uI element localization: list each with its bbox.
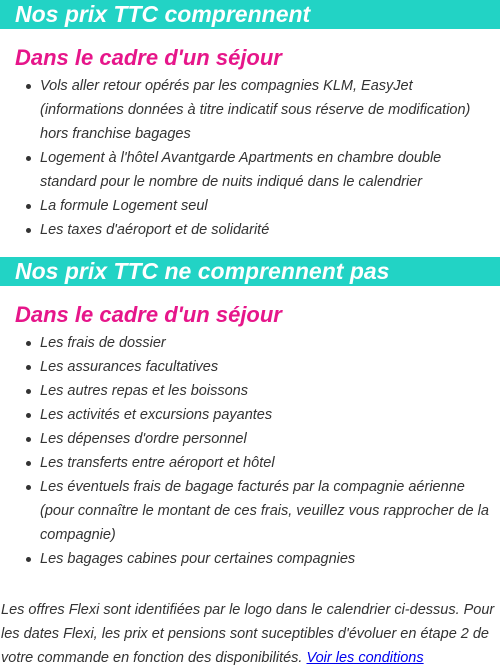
list-item-text: Les frais de dossier xyxy=(40,335,166,351)
list-item xyxy=(0,331,500,355)
bullet-icon xyxy=(26,365,31,370)
list-item xyxy=(0,355,500,379)
list-item xyxy=(0,74,500,146)
bullet-icon xyxy=(26,485,31,490)
list-item-text: Les dépenses d'ordre personnel xyxy=(40,431,247,447)
list-item xyxy=(0,451,500,475)
bullet-icon xyxy=(26,341,31,346)
list-item xyxy=(0,403,500,427)
bullet-icon xyxy=(26,461,31,466)
list-item-text: La formule Logement seul xyxy=(40,198,208,214)
list-item xyxy=(0,547,500,571)
list-item-text: Logement à l'hôtel Avantgarde Apartments en chambre double standard pour le nombre de nuits indiqué dans le calendrier xyxy=(40,150,442,190)
bullet-icon xyxy=(26,413,31,418)
list-item-text: Les activités et excursions payantes xyxy=(40,407,273,423)
conditions-link[interactable]: Voir les conditions xyxy=(306,650,424,666)
list-item xyxy=(0,194,500,218)
bullet-icon xyxy=(26,84,31,89)
included-title: Nos prix TTC comprennent xyxy=(0,0,500,29)
excluded-title: Nos prix TTC ne comprennent pas xyxy=(0,257,500,286)
list-item-text: Les transferts entre aéroport et hôtel xyxy=(40,455,275,471)
flexi-note xyxy=(0,598,500,670)
list-item xyxy=(0,146,500,194)
bullet-icon xyxy=(26,557,31,562)
bullet-icon xyxy=(26,228,31,233)
list-item-text: Les assurances facultatives xyxy=(40,359,219,375)
list-item-text: Vols aller retour opérés par les compagnies KLM, EasyJet (informations données à titre indicatif sous réserve de modification) hors franchise bagages xyxy=(40,78,471,142)
excluded-subtitle: Dans le cadre d'un séjour xyxy=(15,302,282,327)
bullet-icon xyxy=(26,204,31,209)
bullet-icon xyxy=(26,437,31,442)
included-section xyxy=(0,0,500,242)
list-item xyxy=(0,379,500,403)
bullet-icon xyxy=(26,156,31,161)
list-item-text: Les bagages cabines pour certaines compagnies xyxy=(40,551,356,567)
list-item xyxy=(0,427,500,451)
list-item-text: Les autres repas et les boissons xyxy=(40,383,248,399)
included-list xyxy=(0,74,500,242)
excluded-section xyxy=(0,257,500,571)
included-subtitle: Dans le cadre d'un séjour xyxy=(15,45,282,70)
excluded-list xyxy=(0,331,500,571)
flexi-note-text: Les offres Flexi sont identifiées par le logo dans le calendrier ci-dessus. Pour les dates Flexi, les prix et pensions sont suceptibles d'évoluer en étape 2 de votre commande en fonction des disponibilités. xyxy=(1,602,495,666)
list-item xyxy=(0,475,500,547)
bullet-icon xyxy=(26,389,31,394)
list-item xyxy=(0,218,500,242)
list-item-text: Les éventuels frais de bagage facturés par la compagnie aérienne (pour connaître le montant de ces frais, veuillez vous rapprocher de la compagnie) xyxy=(40,479,489,543)
list-item-text: Les taxes d'aéroport et de solidarité xyxy=(40,222,270,238)
